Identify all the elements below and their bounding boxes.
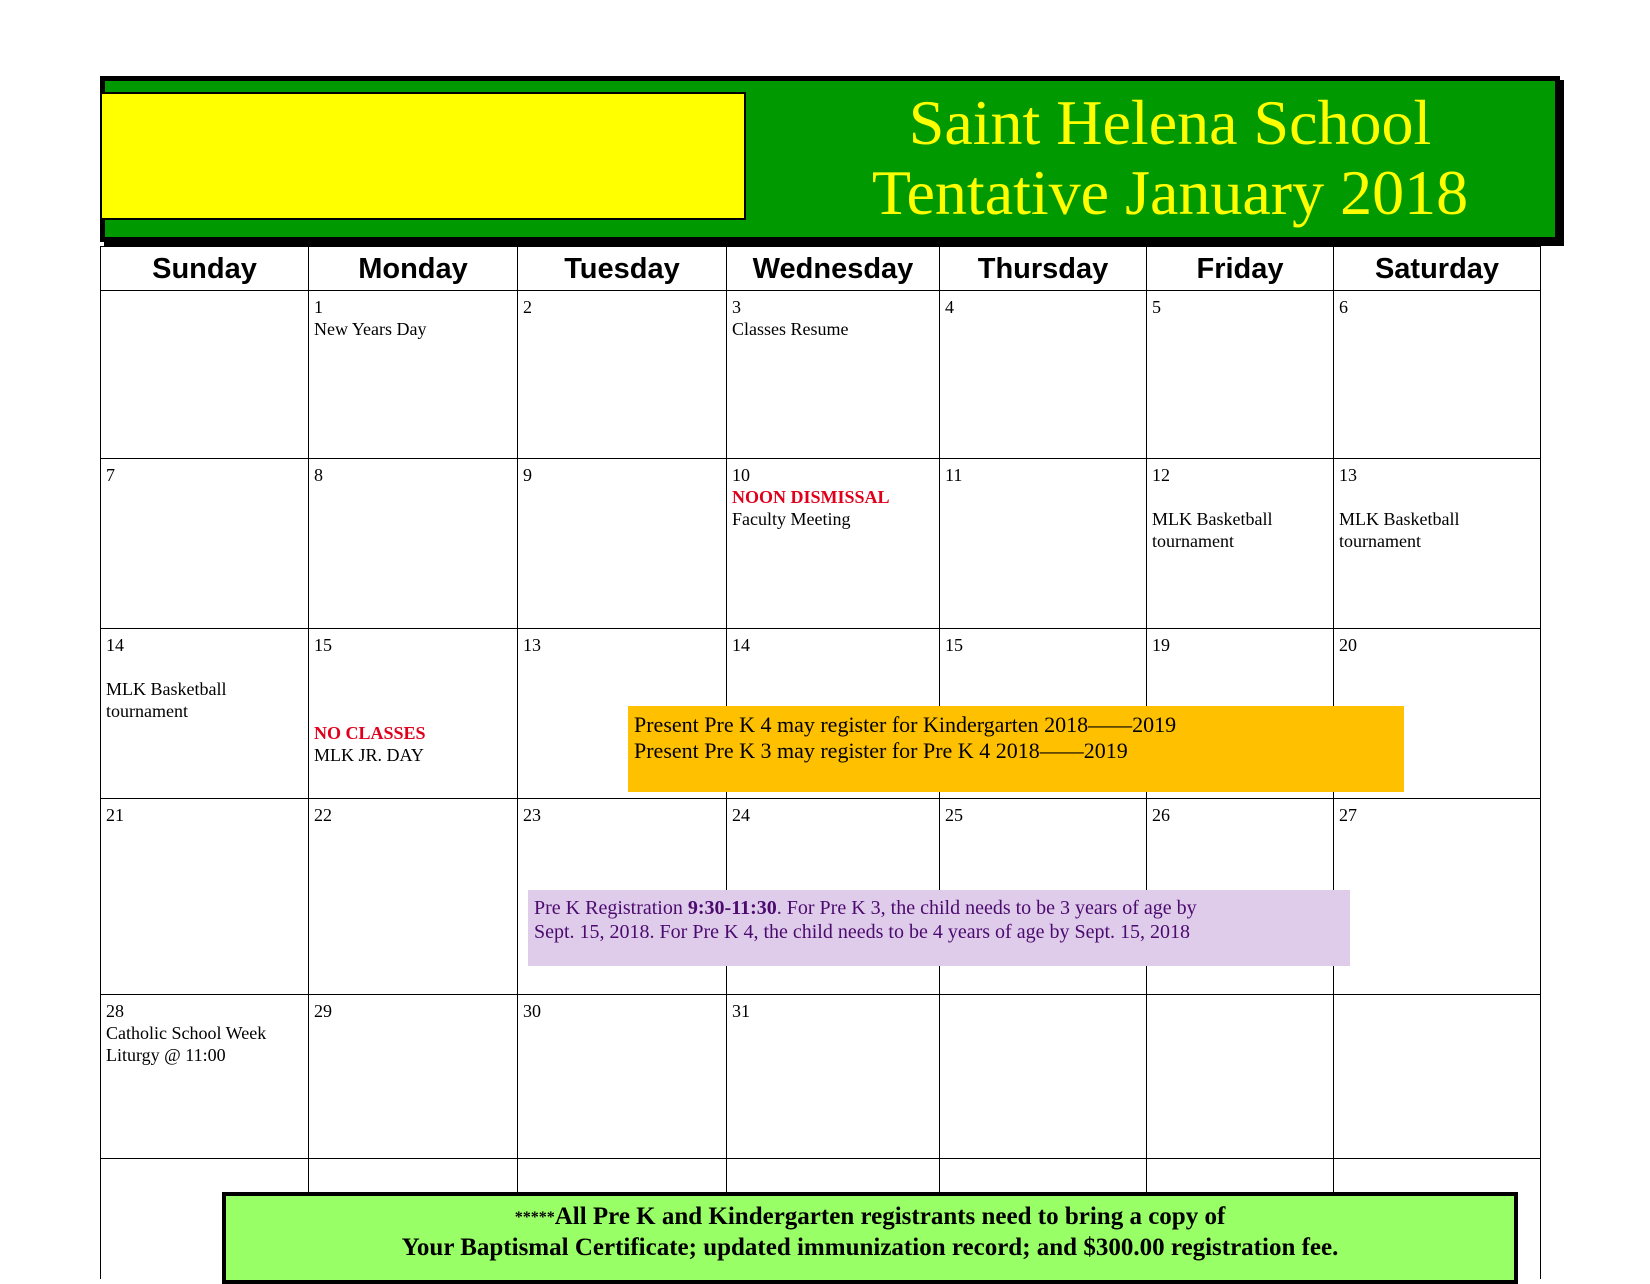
day-cell — [518, 291, 727, 459]
day-cell — [727, 995, 940, 1159]
prek-note-line2: Sept. 15, 2018. For Pre K 4, the child needs to be 4 years of age by Sept. 15, 2018 — [534, 921, 1191, 943]
requirements-notice — [222, 1192, 1518, 1284]
day-number: 21 — [106, 805, 124, 825]
day-number: 25 — [945, 805, 963, 825]
weekday-header-sunday: Sunday — [101, 247, 309, 291]
day-number: 14 — [106, 635, 124, 655]
day-event: Catholic School Week — [106, 1023, 267, 1043]
prek-note-line1 — [534, 896, 1350, 920]
title-line-school: Saint Helena School — [908, 87, 1432, 158]
day-number: 9 — [523, 465, 532, 485]
day-cell — [101, 995, 309, 1159]
day-cell — [1147, 291, 1334, 459]
day-number: 28 — [106, 1001, 124, 1021]
day-cell — [309, 291, 518, 459]
day-event: MLK JR. DAY — [314, 745, 424, 765]
day-number: 20 — [1339, 635, 1357, 655]
day-number: 19 — [1152, 635, 1170, 655]
day-cell — [309, 629, 518, 799]
day-number: 11 — [945, 465, 963, 485]
prek-note-prefix: Pre K Registration — [534, 897, 688, 919]
day-cell — [101, 459, 309, 629]
weekday-header-saturday: Saturday — [1334, 247, 1541, 291]
day-number: 12 — [1152, 465, 1170, 485]
day-event: NOON DISMISSAL — [732, 487, 890, 507]
day-cell — [1334, 291, 1541, 459]
day-event: Liturgy @ 11:00 — [106, 1045, 226, 1065]
spacer — [106, 656, 308, 678]
prek-registration-note — [528, 890, 1350, 966]
day-event: NO CLASSES — [314, 723, 426, 743]
day-number: 10 — [732, 465, 750, 485]
registration-line-kindergarten: Present Pre K 4 may register for Kindergarten 2018——2019 — [634, 712, 1177, 737]
day-number: 3 — [732, 297, 741, 317]
day-event: Faculty Meeting — [732, 509, 851, 529]
day-event: MLK Basketball — [1152, 509, 1273, 529]
spacer — [314, 700, 517, 722]
day-number: 2 — [523, 297, 532, 317]
notice-line2: Your Baptismal Certificate; updated immunization record; and $300.00 registration fee. — [401, 1234, 1339, 1261]
day-event: tournament — [106, 701, 188, 721]
day-number: 13 — [523, 635, 541, 655]
day-number: 5 — [1152, 297, 1161, 317]
day-number: 4 — [945, 297, 954, 317]
day-cell — [1334, 995, 1541, 1159]
day-number: 27 — [1339, 805, 1357, 825]
spacer — [314, 656, 517, 678]
day-cell — [101, 291, 309, 459]
day-number: 8 — [314, 465, 323, 485]
day-cell — [309, 799, 518, 995]
day-cell — [309, 995, 518, 1159]
day-number: 26 — [1152, 805, 1170, 825]
day-cell — [1334, 459, 1541, 629]
day-event: tournament — [1152, 531, 1234, 551]
day-cell — [940, 995, 1147, 1159]
day-number: 30 — [523, 1001, 541, 1021]
day-number: 29 — [314, 1001, 332, 1021]
spacer — [1152, 486, 1333, 508]
day-number: 31 — [732, 1001, 750, 1021]
prek-note-rest: . For Pre K 3, the child needs to be 3 years of age by — [776, 897, 1197, 919]
day-cell — [518, 459, 727, 629]
day-cell — [727, 291, 940, 459]
notice-text1: All Pre K and Kindergarten registrants need to bring a copy of — [554, 1203, 1226, 1230]
day-number: 23 — [523, 805, 541, 825]
weekday-header-thursday: Thursday — [940, 247, 1147, 291]
notice-stars: ***** — [514, 1209, 555, 1226]
day-event: Classes Resume — [732, 319, 849, 339]
weekday-header-friday: Friday — [1147, 247, 1334, 291]
day-number: 1 — [314, 297, 323, 317]
weekday-header-wednesday: Wednesday — [727, 247, 940, 291]
day-event: tournament — [1339, 531, 1421, 551]
day-cell — [101, 799, 309, 995]
day-cell — [940, 291, 1147, 459]
day-number: 6 — [1339, 297, 1348, 317]
day-cell — [1147, 459, 1334, 629]
day-cell — [940, 459, 1147, 629]
day-cell — [518, 995, 727, 1159]
day-cell — [309, 459, 518, 629]
title-line-month: Tentative January 2018 — [871, 157, 1469, 228]
day-cell — [1147, 995, 1334, 1159]
prek-note-time: 9:30-11:30 — [687, 897, 777, 919]
day-number: 7 — [106, 465, 115, 485]
day-event: New Years Day — [314, 319, 427, 339]
registration-banner — [628, 706, 1404, 792]
notice-line1 — [226, 1202, 1514, 1233]
day-cell — [101, 629, 309, 799]
day-number: 22 — [314, 805, 332, 825]
day-number: 13 — [1339, 465, 1357, 485]
logo-placeholder — [100, 92, 746, 220]
day-cell — [727, 459, 940, 629]
day-cell — [1334, 799, 1541, 995]
day-number: 15 — [314, 635, 332, 655]
registration-line-prek4: Present Pre K 3 may register for Pre K 4 2018——2019 — [634, 738, 1128, 763]
day-event: MLK Basketball — [1339, 509, 1460, 529]
spacer — [314, 678, 517, 700]
day-event: MLK Basketball — [106, 679, 227, 699]
page-title — [820, 88, 1520, 228]
spacer — [1339, 486, 1540, 508]
weekday-header-tuesday: Tuesday — [518, 247, 727, 291]
day-number: 24 — [732, 805, 750, 825]
day-number: 14 — [732, 635, 750, 655]
day-number: 15 — [945, 635, 963, 655]
weekday-header-monday: Monday — [309, 247, 518, 291]
